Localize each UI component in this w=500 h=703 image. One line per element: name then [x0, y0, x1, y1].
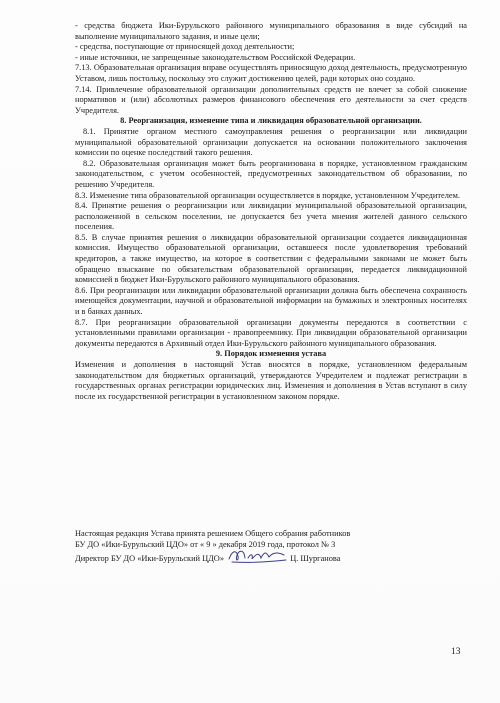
director-title: Директор БУ ДО «Ики-Бурульский ЦДО»	[75, 554, 227, 564]
page-number: 13	[451, 647, 461, 657]
paragraph-9: Изменения и дополнения в настоящий Устав вносятся в порядке, установленном федеральным законодательством для бюджетных организаций, утверждаются Учредителем и подлежат регистрации в государственных органах регистрации юридических лиц. Изменения и дополнения в Устав вступают в силу после их государственной регистрации в установленном законом порядке.	[75, 360, 467, 401]
section-8-heading: 8. Реорганизация, изменение типа и ликвидация образовательной организации.	[120, 116, 422, 126]
paragraph-8-5: 8.5. В случае принятия решения о ликвидации образовательной организации создается ликвидационная комиссия. Имущество образовательной организации, оставшееся после удовлетворения требований кредиторов, а также имущество, на которое в соответствии с федеральными законами не может быть обращено взыскание по обязательствам образовательной организации, передается ликвидационной комиссией в бюджет Ики-Бурульского районного муниципального образования.	[75, 232, 467, 285]
paragraph-8-1: 8.1. Принятие органом местного самоуправления решения о реорганизации или ликвидации муниципальной образовательной организации допускается на основании положительного заключения комиссии по оценке последствий такого решения.	[75, 126, 467, 158]
paragraph-7-13: 7.13. Образовательная организация вправе осуществлять приносящую доход деятельность, предусмотренную Уставом, лишь постольку, поскольку это служит достижению целей, ради которых оно создано.	[75, 63, 467, 83]
handwritten-signature	[226, 550, 288, 564]
adoption-line-1: Настоящая редакция Устава принята решением Общего собрания работников	[75, 529, 351, 538]
adoption-note	[75, 528, 467, 565]
funding-item-other: - иные источники, не запрещенные законодательством Российской Федерации.	[75, 52, 356, 62]
director-name: Ц. Шурганова	[288, 554, 341, 564]
paragraph-8-6: 8.6. При реорганизации или ликвидации образовательной организации должна быть обеспечена сохранность имеющейся документации, научной и образовательной информации на бумажных и электронных носителях и в банках данных.	[75, 285, 467, 317]
adoption-line-2: БУ ДО «Ики-Бурульский ЦДО» от « 9 » декабря 2019 года, протокол № 3	[75, 540, 336, 550]
paragraph-8-2: 8.2. Образовательная организация может быть реорганизована в порядке, установленном гражданским законодательством, с учетом особенностей, предусмотренных законодательством об образовании, по решению Учредителя.	[75, 158, 467, 189]
paragraph-8-7: 8.7. При реорганизации образовательной организации документы передаются в соответствии с установленными правилами организации - правопреемнику. При ликвидации образовательной организации документы передаются в Архивный отдел Ики-Бурульского районного муниципального образования.	[75, 317, 467, 348]
section-9-heading: 9. Порядок изменения устава	[215, 349, 327, 359]
director-signature-line	[75, 550, 467, 564]
funding-item-income: - средства, поступающие от приносящей доход деятельности;	[75, 42, 295, 52]
funding-item-budget: - средства бюджета Ики-Бурульского районного муниципального образования в виде субсидий на выполнение муниципального задания, и иные цели;	[75, 21, 467, 41]
paragraph-8-3: 8.3. Изменение типа образовательной организации осуществляется в порядке, установленном Учредителем.	[75, 190, 460, 200]
paragraph-8-4: 8.4. Принятие решения о реорганизации или ликвидации муниципальной образовательной организации, расположенной в сельском поселении, не допускается без учета мнения жителей данного сельского поселения.	[75, 201, 467, 232]
paragraph-7-14: 7.14. Привлечение образовательной организации дополнительных средств не влечет за собой снижение нормативов и (или) абсолютных размеров финансового обеспечения его деятельности за счет средств Учредителя.	[75, 84, 467, 115]
document-body	[75, 21, 467, 402]
